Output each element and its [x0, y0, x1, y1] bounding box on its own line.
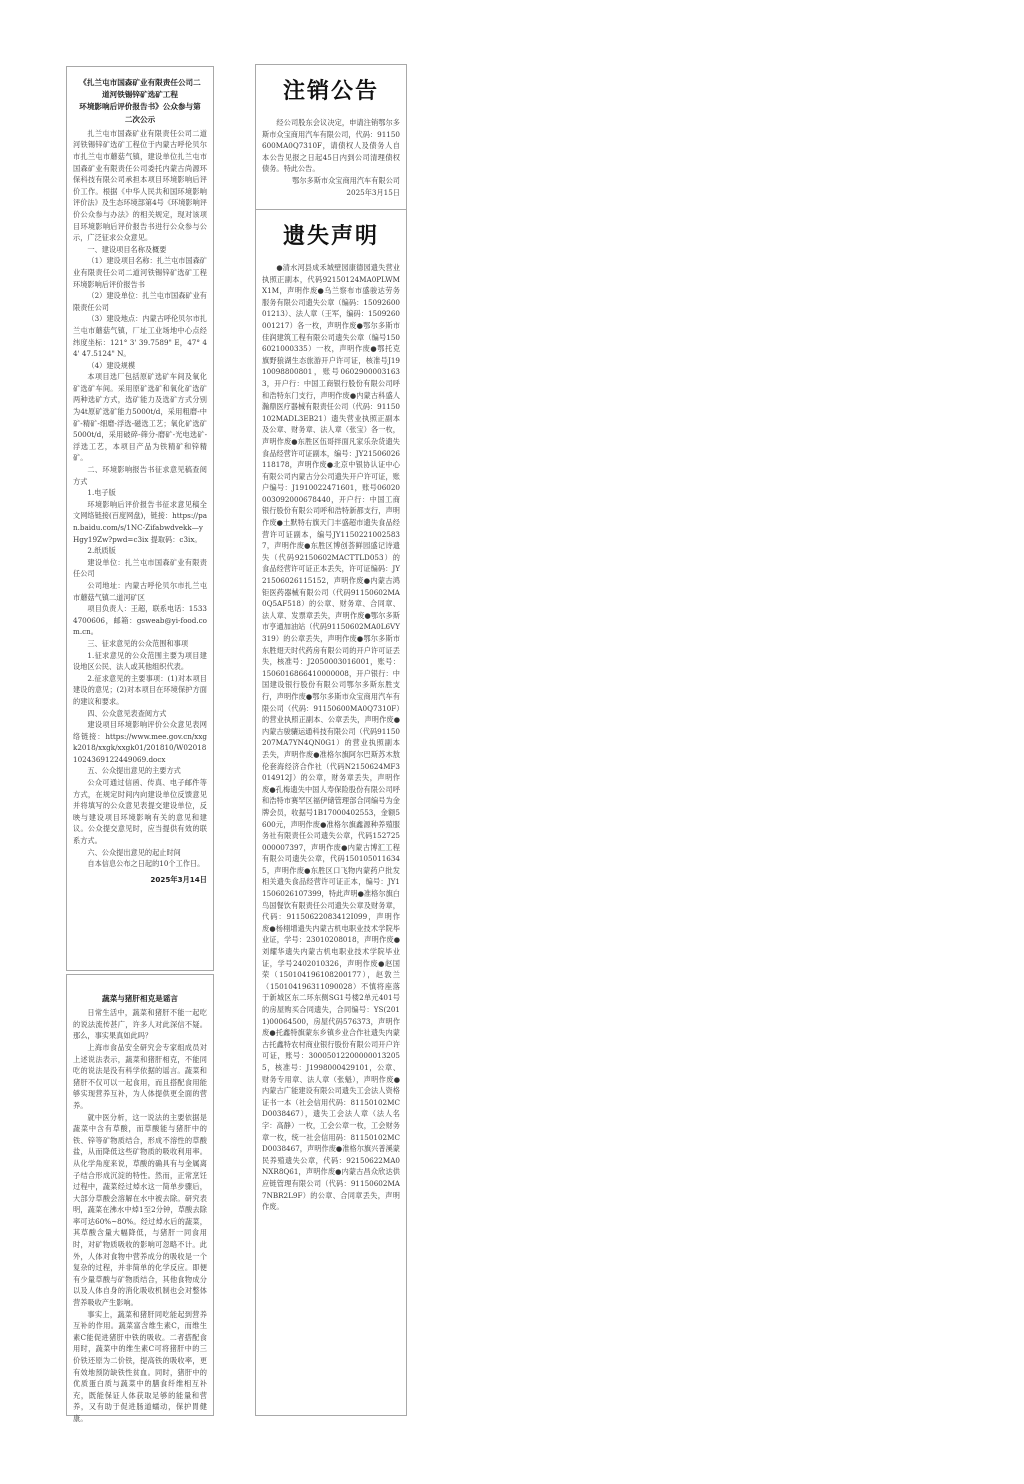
paragraph: 2.征求意见的主要事项：(1)对本项目建设的意见；(2)对本项目在环境保护方面的建议和要求。: [73, 673, 207, 706]
paragraph: 四、公众意见表查阅方式: [87, 708, 167, 718]
cancellation-title: 注销公告: [282, 79, 379, 104]
paragraph: 建设项目环境影响评价公众意见表网络链接：https://www.mee.gov.cn/xxgk2018/xxgk/xxgk01/201810/W020181024369122449069.docx: [73, 720, 207, 764]
notice-date: 2025年3月14日: [150, 874, 207, 884]
paragraph: 经公司股东会议决定，申请注销鄂尔多斯市众宝商用汽车有限公司，代码：91150600MA0Q7310F，请债权人及债务人自本公告见报之日起45日内到公司清理债权债务。特此公告。: [262, 118, 400, 174]
right-top-notice: [255, 64, 407, 210]
paragraph: 一、建设项目名称及概要: [87, 244, 167, 254]
lost-statement-body: [262, 262, 400, 1213]
paragraph: 1.电子版: [87, 488, 116, 498]
paragraph: （3）建设地点：内蒙古呼伦贝尔市扎兰屯市蘑菇气镇，厂址工业场地中心点经纬度坐标：121° 3' 39.7589" E，47° 44' 47.5124" N。: [73, 314, 207, 359]
paragraph: 1.征求意见的公众范围主要为项目建设地区公民、法人或其他组织代表。: [73, 650, 207, 672]
lost-statement-title: 遗失声明: [282, 224, 379, 249]
title-line: 《扎兰屯市国森矿业有限责任公司二: [79, 78, 201, 87]
paragraph: 公司地址：内蒙古呼伦贝尔市扎兰屯市蘑菇气镇二道河矿区: [73, 580, 207, 602]
paragraph: 事实上，蔬菜和猪肝同吃能起到营养互补的作用。蔬菜富含维生素C，而维生素C能促进猪肝中铁的吸收。二者搭配食用时，蔬菜中的维生素C可将猪肝中的三价铁还原为二价铁，提高铁的吸收率，更有效地预防缺铁性贫血。同时，猪肝中的优质蛋白质与蔬菜中的膳食纤维相互补充，既能保证人体获取足够的能量和营养，又有助于促进肠道蠕动，保护胃健康。: [73, 1309, 207, 1423]
cancellation-body: [262, 117, 400, 175]
paragraph: 二、环境影响报告书征求意见稿查阅方式: [73, 465, 207, 486]
paragraph: 就中医分析，这一说法的主要依据是蔬菜中含有草酸，而草酸能与猪肝中的铁、锌等矿物质结合，形成不溶性的草酸盐，从而降低这些矿物质的吸收利用率。从化学角度来说，草酸的确具有与金属离子结合形成沉淀的特性。然而，正常烹饪过程中，蔬菜经过焯水这一简单步骤后，大部分草酸会溶解在水中被去除。研究表明，蔬菜在沸水中焯1至2分钟，草酸去除率可达60%~80%。经过焯水后的蔬菜，其草酸含量大幅降低，与猪肝一同食用时，对矿物质吸收的影响可忽略不计。此外，人体对食物中营养成分的吸收是一个复杂的过程，并非简单的化学反应。即便有少量草酸与矿物质结合，其他食物成分以及人体自身的消化吸收机制也会对整体营养吸收产生影响。: [73, 1112, 207, 1308]
title-line: 环境影响后评价报告书》公众参与第: [79, 102, 201, 112]
paragraph: 环境影响后评价报告书征求意见稿全文网络链接(百度网盘)，链接：https://pan.baidu.com/s/1NC-Zifabwdvekk—yHgy19Zw?pwd=c3ix 提取码：c3ix。: [73, 499, 207, 544]
left-bottom-article: [66, 974, 214, 1423]
paragraph: 自本信息公布之日起的10个工作日。: [87, 859, 205, 869]
title-line: 道河铁锡锌矿选矿工程: [102, 90, 178, 100]
paragraph: （4）建设规模: [87, 360, 136, 370]
paragraph: 六、公众提出意见的起止时间: [87, 847, 181, 857]
cancellation-company: 鄂尔多斯市众宝商用汽车有限公司: [292, 175, 400, 185]
notice-title: [73, 77, 207, 126]
paragraph: 项目负责人：王超，联系电话：15334700606，邮箱：gsweab@yi-food.com.cn。: [73, 604, 207, 637]
paragraph: （1）建设项目名称：扎兰屯市国森矿业有限责任公司二道河铁锡锌矿选矿工程环境影响后评价报告书: [73, 256, 207, 289]
paragraph: ●清水河县成禾城壁园康德园遗失营业执照正副本，代码92150124MA0PLWMX1M，声明作废●乌兰察布市盛骏达劳务服务有限公司遗失公章（编码：1509260001213）、法人章（王军，编码：1509260001217）各一枚，声明作废●鄂尔多斯市佳润建筑工程有限公司遗失公章（编号1506021000335）一枚，声明作废●鄂托克旗野狼湖生态旅游开户许可证，核准号J1910098800801，账号06029000031633，开户行：中国工商银行股份有限公司呼和浩特东门支行，声明作废●内蒙古科盛人瀚鼎医疗器械有限责任公司（代码：91150102MADL3EB21）遗失营业执照正副本及公章、财务章、法人章（张宝）各一枚，声明作废●东胜区伍哥拌面凡家乐杂货遗失食品经营许可证副本，编号：JY21506026118178，声明作废●北京中银协认证中心有限公司内蒙古分公司遗失开户许可证，账户编号：J1910022471601，账号06020003092000678440，开户行：中国工商银行股份有限公司呼和浩特新都支行，声明作废●土默特右旗天门丰盛超市遗失食品经营许可证副本，编号JY11502210025837，声明作废●东胜区博创荟鲜园盛记诗遗失（代码92150602MACTTLD053）的食品经营许可证正本丢失，许可证编码：JY21506026115152，声明作废●内蒙古鸿钜医药器械有限公司（代码91150602MA0Q5AF518）的公章、财务章、合同章、法人章、发票章丢失，声明作废●鄂尔多斯市亨通加油站（代码91150602MA0L6VY319）的公章丢失，声明作废●鄂尔多斯市东胜翅天时代药房有限公司的开户许可证丢失，核准号：J2050003016001，账号：1506016866410000008，开户银行：中国建设银行股份有限公司鄂尔多斯东胜支行，声明作废●鄂尔多斯市众宝商用汽车有限公司（代码：91150600MA0Q7310F）的营业执照正副本、公章丢失，声明作废●内蒙古骏骧运通科技有限公司（代码91150207MA7YN4QN0G1）的营业执照副本丢失，声明作废●准格尔旗阿尔巴斯苏木敖伦套海经济合作社（代码N2150624MF3014912J）的公章，财务章丢失，声明作废●孔梅遗失中国人寿保险股份有限公司呼和浩特市赛罕区福伊储管理部合同编号为金牌会员，收据号1B17000402553，金额5600元，声明作废●准格尔旗鑫源种养殖服务社有限责任公司遗失公章，代码152725000007397，声明作废●内蒙古博汇工程有限公司遗失公章，代码1501050116345，声明作废●东胜区口飞物内蒙药户批发相关遗失食品经营许可证正本，编号：JY11506026107399，特此声明●准格尔旗白鸟国餐饮有限责任公司遗失公章及财务章，代码：91150622083412I099，声明作废●杨栩增遗失内蒙古机电职业技术学院毕业证，学号：23010208018，声明作废●刘耀华遗失内蒙古机电职业技术学院毕业证，学号2402010326，声明作废●赵国荣（150104196108200177），赵敦兰（150104196311090028）不慎将座落于新城区东二环东侧SG1号楼2单元401号的房屋购买合同遗失，合同编号：YS(2011)00064500，房屋代码576373，声明作废●托鑫特旗蒙东乡镇乡业合作社遗失内蒙古托鑫特农村商业银行股份有限公司开户许可证，账号：300050122000000132055，核准号：J1998000429101，公章、财务专用章、法人章（张魁），声明作废●内蒙古广能建设有限公司遗失工会法人资格证书一本（社会信用代码：81150102MCD0038467），遗失工会法人章（法人名字：高静）一枚，工会公章一枚，工会财务章一枚，统一社会信用码：81150102MCD0038467，声明作废●准格尔旗兴普溪蒙民养殖遗失公章，代码：92150622MA0NXR8Q61，声明作废●内蒙古昌众欣达供应链管理有限公司（代码：91150602MA7NBR2L9F）的公章、合同章丢失，声明作废。: [262, 263, 400, 1212]
paragraph: 上海市食品安全研究会专家组成员对上述说法表示，蔬菜和猪肝相克，不能同吃的说法是没有科学依据的谣言。蔬菜和猪肝不仅可以一起食用，而且搭配食用能够实现营养互补，为人体提供更全面的营养。: [73, 1042, 207, 1110]
title-line: 二次公示: [124, 114, 156, 124]
article-body: [73, 1007, 207, 1424]
paragraph: 五、公众提出意见的主要方式: [87, 766, 181, 776]
paragraph: 三、征求意见的公众范围和事项: [87, 638, 189, 648]
paragraph: 2.纸质版: [87, 546, 116, 556]
cancellation-date: 2025年3月15日: [346, 187, 400, 197]
paragraph: 扎兰屯市国森矿业有限责任公司二道河铁锡锌矿选矿工程位于内蒙古呼伦贝尔市扎兰屯市蘑菇气镇，建设单位扎兰屯市国森矿业有限责任公司委托内蒙古尚源环保科技有限公司承担本项目环境影响后评价工作。根据《中华人民共和国环境影响评价法》及生态环境部第4号《环境影响评价公众参与办法》的相关规定，现对该项目环境影响后评价报告书进行公众参与公示，广泛征求公众意见。: [73, 128, 207, 243]
paragraph: （2）建设单位：扎兰屯市国森矿业有限责任公司: [73, 291, 207, 312]
notice-body: [73, 128, 207, 870]
paragraph: 建设单位：扎兰屯市国森矿业有限责任公司: [73, 557, 207, 579]
paragraph: 公众可通过信函、传真、电子邮件等方式，在规定时间内向建设单位反馈意见并将填写的公众意见表提交建设单位，反映与建设项目环境影响有关的意见和建议。公众提交意见时，应当提供有效的联系方式。: [73, 778, 207, 846]
article-title: 蔬菜与猪肝相克是谣言: [102, 994, 178, 1003]
paragraph: 本项目选厂包括原矿选矿车间及氧化矿选矿车间。采用原矿选矿和氧化矿选矿两种选矿方式，选矿能力及选矿方式分别为4t原矿选矿能力5000t/d，采用粗磨-中矿-精矿-细磨-浮选-磁选工艺；氧化矿选矿5000t/d，采用破碎-筛分-磨矿-光电选矿-浮选工艺，本项目产品为铁精矿和锌精矿。: [73, 372, 207, 463]
left-top-notice: [66, 66, 214, 971]
right-bottom-notice: [255, 209, 407, 1416]
paragraph: 日常生活中，蔬菜和猪肝不能一起吃的说法流传甚广，许多人对此深信不疑。那么，事实果真如此吗？: [73, 1008, 207, 1041]
